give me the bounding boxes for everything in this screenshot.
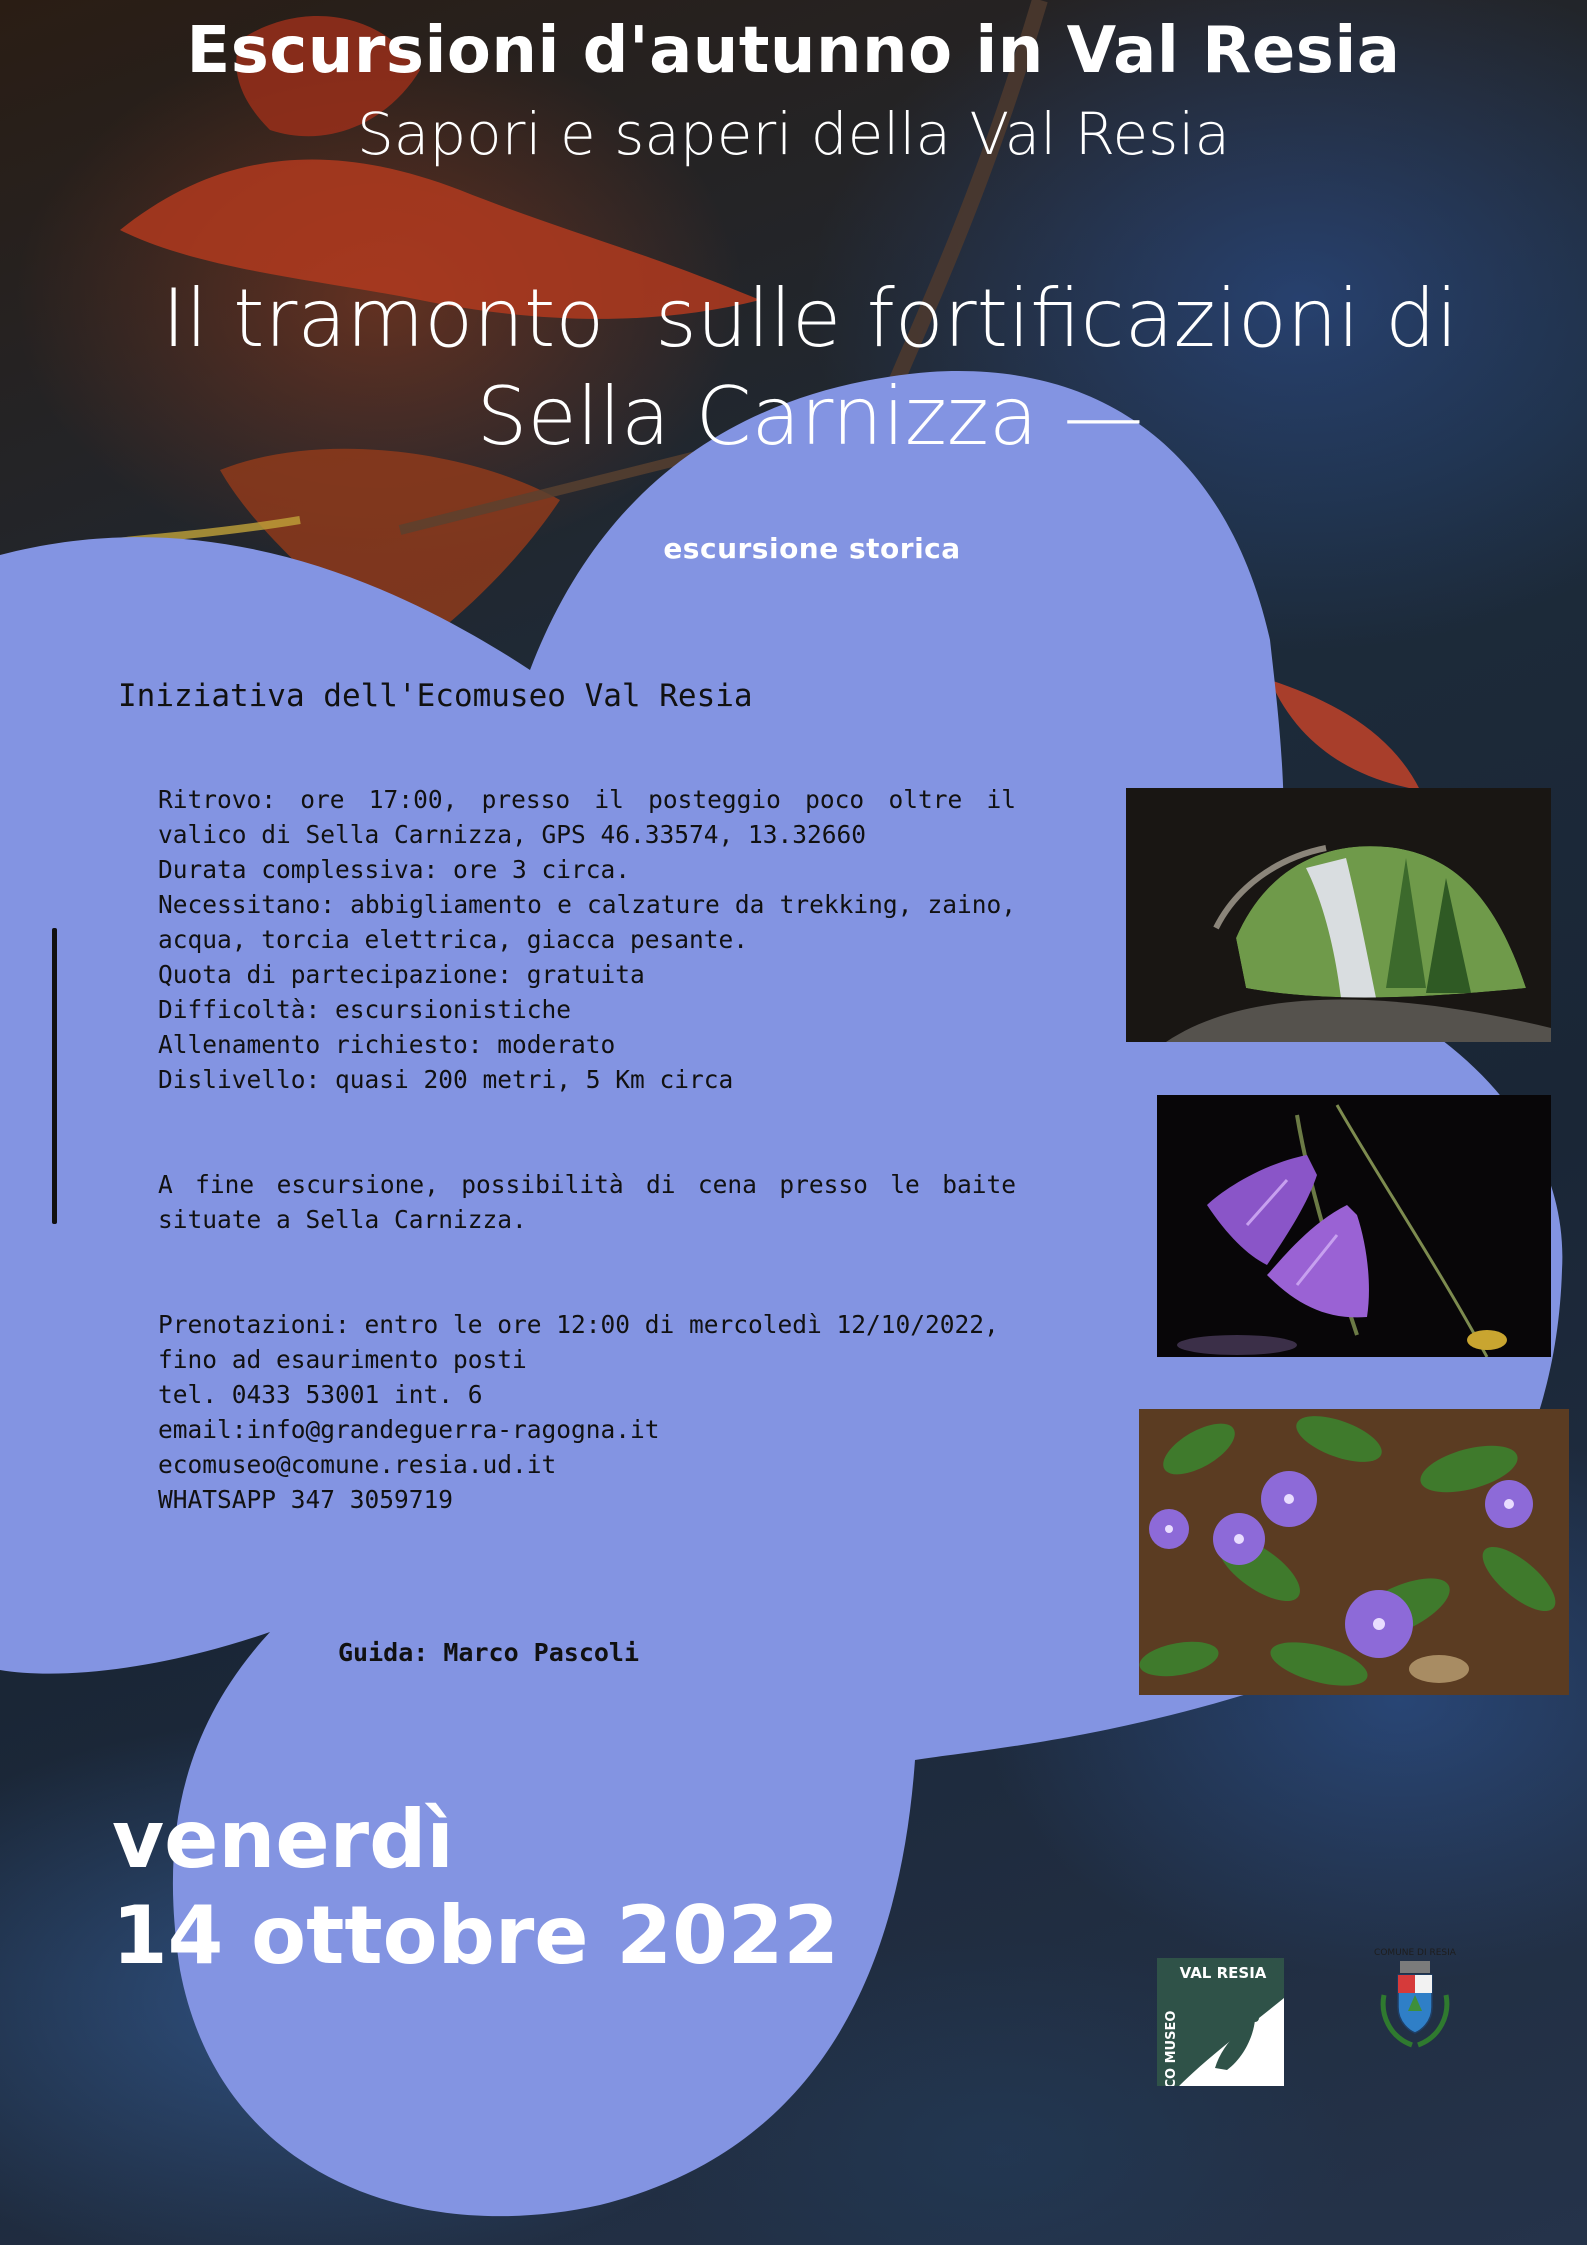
event-kind: escursione storica <box>663 532 961 565</box>
booking-phone: tel. 0433 53001 int. 6 <box>158 1380 483 1409</box>
initiative-label: Iniziativa dell'Ecomuseo Val Resia <box>118 678 753 714</box>
comune-crest-image <box>1370 1945 1460 2065</box>
photo-periwinkles <box>1139 1409 1569 1695</box>
event-date <box>112 1792 839 1984</box>
event-title-line-1: Il tramonto sulle fortificazioni di <box>161 272 1459 365</box>
details-block <box>158 782 1016 1097</box>
detail-meeting: Ritrovo: ore 17:00, presso il posteggio poco oltre il valico di Sella Carnizza, GPS 46.33574, 13.32660 <box>158 785 1016 849</box>
ecomuseo-logo <box>1157 1958 1284 2086</box>
photo-bellflowers <box>1157 1095 1551 1357</box>
booking-whatsapp: WHATSAPP 347 3059719 <box>158 1485 454 1514</box>
date-weekday: venerdì <box>112 1793 454 1886</box>
detail-difficulty: Difficoltà: escursionistiche <box>158 995 572 1024</box>
ecomuseo-logo-title: VAL RESIA <box>1179 1964 1267 1982</box>
booking-email-1: email:info@grandeguerra-ragogna.it <box>158 1415 660 1444</box>
guide-label: Guida: Marco Pascoli <box>338 1638 640 1667</box>
vertical-accent-bar <box>52 928 57 1224</box>
booking-email-2: ecomuseo@comune.resia.ud.it <box>158 1450 557 1479</box>
photo-cave <box>1126 788 1551 1042</box>
event-title-line-2: Sella Carnizza — <box>476 370 1144 463</box>
comune-crest <box>1370 1945 1460 2065</box>
detail-equipment: Necessitano: abbigliamento e calzature da trekking, zaino, acqua, torcia elettrica, giacca pesante. <box>158 890 1016 954</box>
dinner-block <box>158 1167 1016 1237</box>
ecomuseo-logo-side-label: ECO MUSEO <box>1164 2010 1179 2086</box>
periwinkle-photo-image <box>1139 1409 1569 1695</box>
detail-training: Allenamento richiesto: moderato <box>158 1030 616 1059</box>
cave-photo-image <box>1126 788 1551 1042</box>
date-full: 14 ottobre 2022 <box>112 1889 840 1982</box>
ecomuseo-logo-image <box>1157 1958 1284 2086</box>
poster-subtitle: Sapori e saperi della Val Resia <box>356 100 1231 168</box>
comune-crest-label: COMUNE DI RESIA <box>1374 1948 1456 1958</box>
dinner-note: A fine escursione, possibilità di cena presso le baite situate a Sella Carnizza. <box>158 1170 1016 1234</box>
detail-fee: Quota di partecipazione: gratuita <box>158 960 645 989</box>
detail-elevation: Dislivello: quasi 200 metri, 5 Km circa <box>158 1065 734 1094</box>
booking-block <box>158 1307 1016 1517</box>
event-title <box>140 270 1480 466</box>
bellflower-photo-image <box>1157 1095 1551 1357</box>
poster-title: Escursioni d'autunno in Val Resia <box>186 14 1401 88</box>
booking-deadline: Prenotazioni: entro le ore 12:00 di mercoledì 12/10/2022, <box>158 1310 999 1339</box>
booking-availability: fino ad esaurimento posti <box>158 1345 527 1374</box>
leaf-right <box>1270 680 1420 790</box>
detail-duration: Durata complessiva: ore 3 circa. <box>158 855 631 884</box>
